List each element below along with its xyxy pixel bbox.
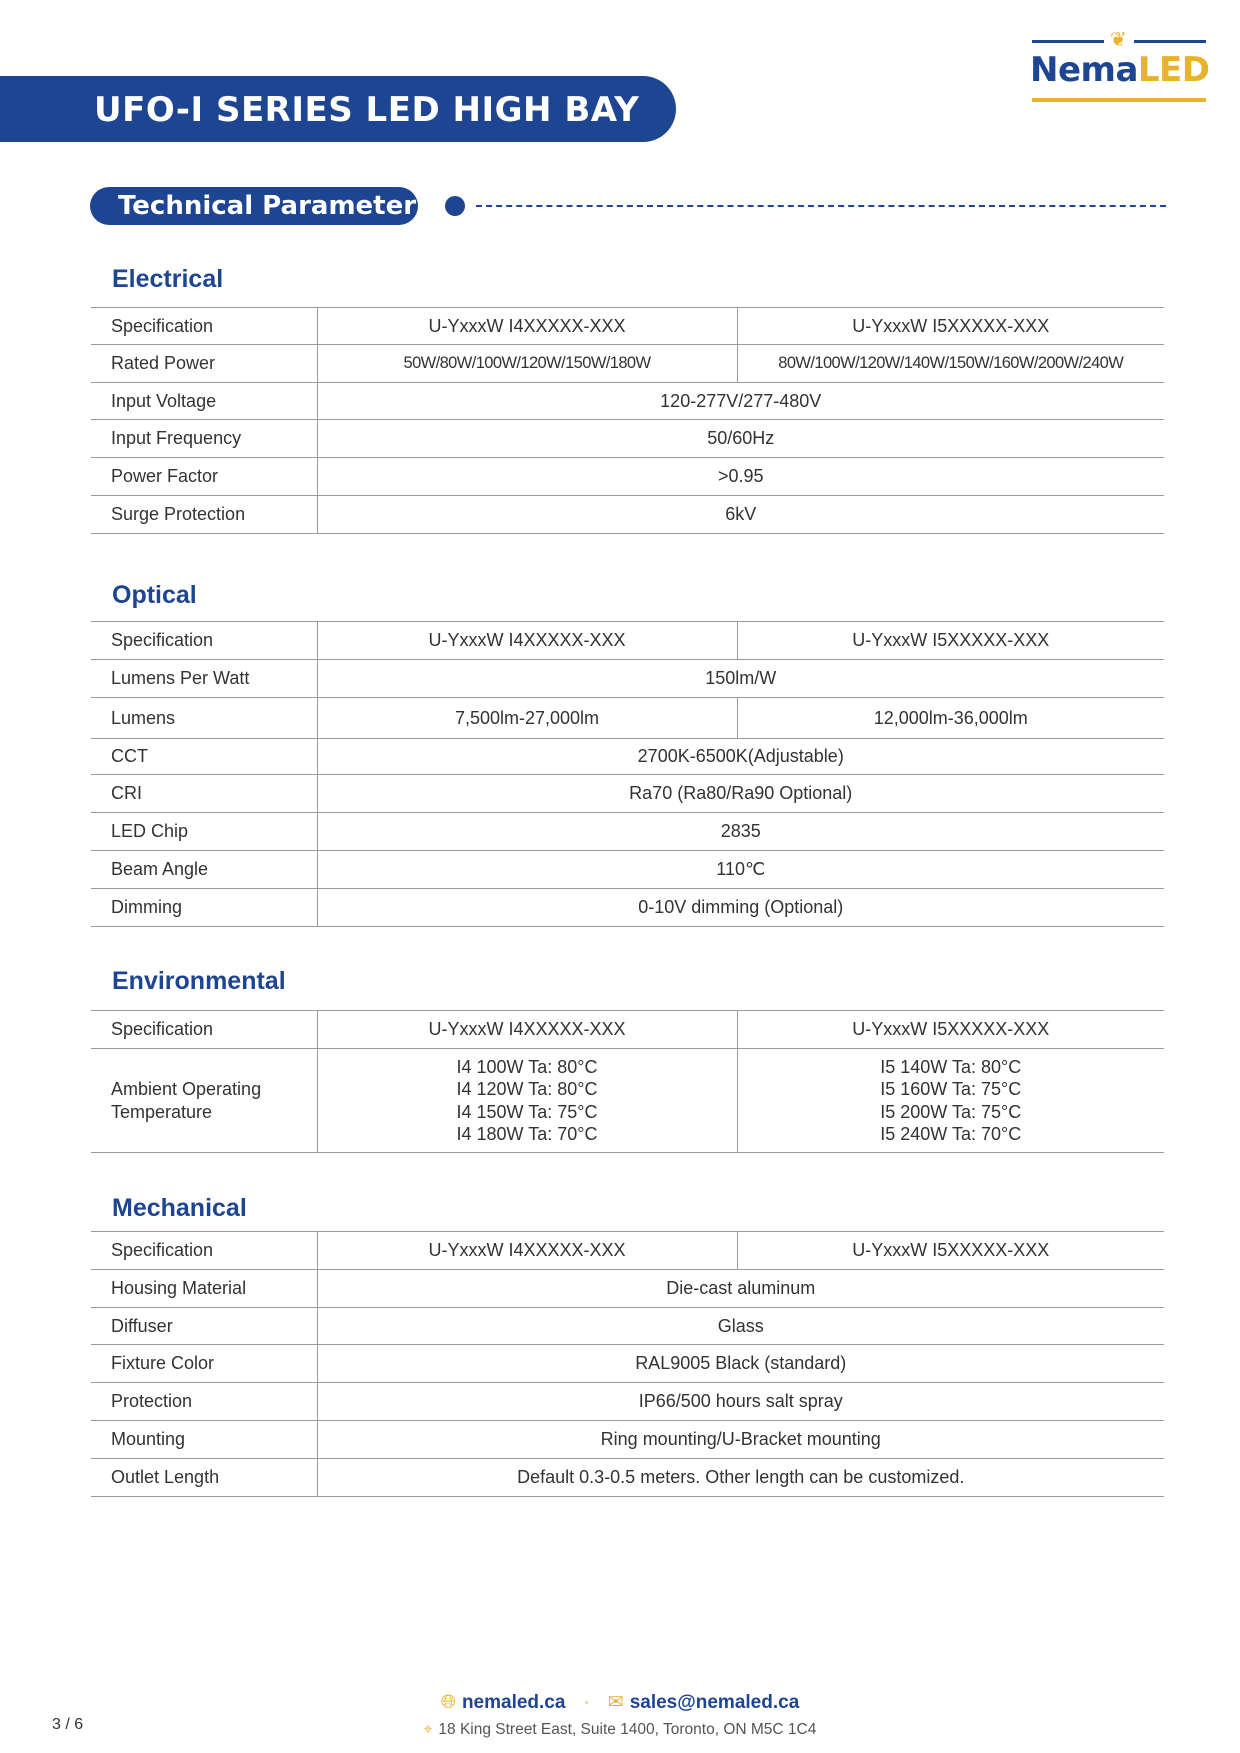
- logo-wordmark: NemaLED: [1030, 50, 1210, 90]
- table-row: [91, 698, 1164, 739]
- row-value-i5: U-YxxxW I5XXXXX-XXX: [737, 1232, 1164, 1270]
- row-label: Specification: [91, 622, 317, 660]
- row-label: Ambient Operating Temperature: [91, 1049, 317, 1153]
- table-row: [91, 1308, 1164, 1345]
- table-row: [91, 1421, 1164, 1459]
- row-value-i4: U-YxxxW I4XXXXX-XXX: [317, 1232, 737, 1270]
- optical-table: [91, 621, 1164, 927]
- footer-contact: [0, 1691, 1240, 1714]
- table-row: [91, 1270, 1164, 1308]
- table-row: [91, 1345, 1164, 1383]
- table-row: [91, 889, 1164, 927]
- row-value-i5: U-YxxxW I5XXXXX-XXX: [737, 1011, 1164, 1049]
- row-value: 50/60Hz: [317, 420, 1164, 458]
- row-value: Die-cast aluminum: [317, 1270, 1164, 1308]
- email-link[interactable]: sales@nemaled.ca: [629, 1692, 800, 1713]
- row-label: LED Chip: [91, 813, 317, 851]
- row-label: Specification: [91, 1232, 317, 1270]
- row-label: Rated Power: [91, 345, 317, 383]
- location-pin-icon: ⌖: [423, 1721, 433, 1738]
- footer-separator: ·: [583, 1692, 590, 1713]
- heading-dot: [445, 196, 465, 216]
- row-value-i4: U-YxxxW I4XXXXX-XXX: [317, 308, 737, 345]
- row-value-i4: 50W/80W/100W/120W/150W/180W: [317, 345, 737, 383]
- table-row: [91, 496, 1164, 534]
- section-title-electrical: Electrical: [112, 265, 224, 293]
- maple-leaf-icon: ❦: [1110, 29, 1127, 51]
- row-value: Ring mounting/U-Bracket mounting: [317, 1421, 1164, 1459]
- row-value: 110℃: [317, 851, 1164, 889]
- table-row: [91, 345, 1164, 383]
- row-value: IP66/500 hours salt spray: [317, 1383, 1164, 1421]
- row-label: Beam Angle: [91, 851, 317, 889]
- row-label: Surge Protection: [91, 496, 317, 534]
- row-label: Protection: [91, 1383, 317, 1421]
- ambient-temp-i5: I5 140W Ta: 80°C I5 160W Ta: 75°C I5 200W Ta: 75°C I5 240W Ta: 70°C: [737, 1049, 1164, 1153]
- row-value: Ra70 (Ra80/Ra90 Optional): [317, 775, 1164, 813]
- row-value: 6kV: [317, 496, 1164, 534]
- section-title-environmental: Environmental: [112, 967, 286, 995]
- row-value: 2700K-6500K(Adjustable): [317, 739, 1164, 775]
- globe-icon: 🌐︎: [440, 1692, 456, 1713]
- row-label: Diffuser: [91, 1308, 317, 1345]
- table-row: [91, 308, 1164, 345]
- row-label: Power Factor: [91, 458, 317, 496]
- row-value: Default 0.3-0.5 meters. Other length can be customized.: [317, 1459, 1164, 1497]
- logo-bottom-rule: [1032, 98, 1206, 102]
- table-row: [91, 458, 1164, 496]
- row-value-i5: 80W/100W/120W/140W/150W/160W/200W/240W: [737, 345, 1164, 383]
- row-label: Lumens: [91, 698, 317, 739]
- table-row: [91, 739, 1164, 775]
- row-value: 0-10V dimming (Optional): [317, 889, 1164, 927]
- nemaled-logo: [1030, 28, 1210, 108]
- table-row: [91, 813, 1164, 851]
- page-title: UFO-I SERIES LED HIGH BAY: [94, 90, 640, 130]
- table-row: [91, 775, 1164, 813]
- row-value-i5: U-YxxxW I5XXXXX-XXX: [737, 622, 1164, 660]
- section-title-optical: Optical: [112, 581, 197, 609]
- row-value-i4: U-YxxxW I4XXXXX-XXX: [317, 622, 737, 660]
- table-row: [91, 1459, 1164, 1497]
- row-value: >0.95: [317, 458, 1164, 496]
- logo-top-rule-right: [1134, 40, 1206, 43]
- table-row: [91, 851, 1164, 889]
- section-title-mechanical: Mechanical: [112, 1194, 247, 1222]
- table-row: [91, 1232, 1164, 1270]
- row-label: CCT: [91, 739, 317, 775]
- row-label: Specification: [91, 308, 317, 345]
- row-label: Fixture Color: [91, 1345, 317, 1383]
- row-value: 120-277V/277-480V: [317, 383, 1164, 420]
- row-label: Lumens Per Watt: [91, 660, 317, 698]
- row-label: Specification: [91, 1011, 317, 1049]
- table-row: [91, 660, 1164, 698]
- environmental-table: [91, 1010, 1164, 1153]
- heading-dashed-rule: [476, 205, 1166, 207]
- technical-parameter-label: Technical Parameter: [118, 191, 417, 221]
- row-value-i4: 7,500lm-27,000lm: [317, 698, 737, 739]
- footer-address: [0, 1721, 1240, 1739]
- table-row: [91, 1383, 1164, 1421]
- row-label: Outlet Length: [91, 1459, 317, 1497]
- table-row: [91, 383, 1164, 420]
- row-value: 150lm/W: [317, 660, 1164, 698]
- row-value-i5: 12,000lm-36,000lm: [737, 698, 1164, 739]
- ambient-temp-i4: I4 100W Ta: 80°C I4 120W Ta: 80°C I4 150W Ta: 75°C I4 180W Ta: 70°C: [317, 1049, 737, 1153]
- table-row: [91, 420, 1164, 458]
- electrical-table: [91, 307, 1164, 534]
- table-row: [91, 622, 1164, 660]
- row-label: Input Frequency: [91, 420, 317, 458]
- row-label: CRI: [91, 775, 317, 813]
- row-value: 2835: [317, 813, 1164, 851]
- row-label: Dimming: [91, 889, 317, 927]
- row-label: Housing Material: [91, 1270, 317, 1308]
- row-value-i4: U-YxxxW I4XXXXX-XXX: [317, 1011, 737, 1049]
- website-link[interactable]: nemaled.ca: [461, 1692, 566, 1713]
- row-label: Mounting: [91, 1421, 317, 1459]
- address-text: 18 King Street East, Suite 1400, Toronto, ON M5C 1C4: [438, 1721, 817, 1738]
- row-value: Glass: [317, 1308, 1164, 1345]
- row-value: RAL9005 Black (standard): [317, 1345, 1164, 1383]
- page-number: 3 / 6: [52, 1716, 84, 1733]
- row-label: Input Voltage: [91, 383, 317, 420]
- table-row: [91, 1049, 1164, 1153]
- row-value-i5: U-YxxxW I5XXXXX-XXX: [737, 308, 1164, 345]
- logo-top-rule-left: [1032, 40, 1104, 43]
- mechanical-table: [91, 1231, 1164, 1497]
- table-row: [91, 1011, 1164, 1049]
- envelope-icon: ✉: [607, 1692, 624, 1713]
